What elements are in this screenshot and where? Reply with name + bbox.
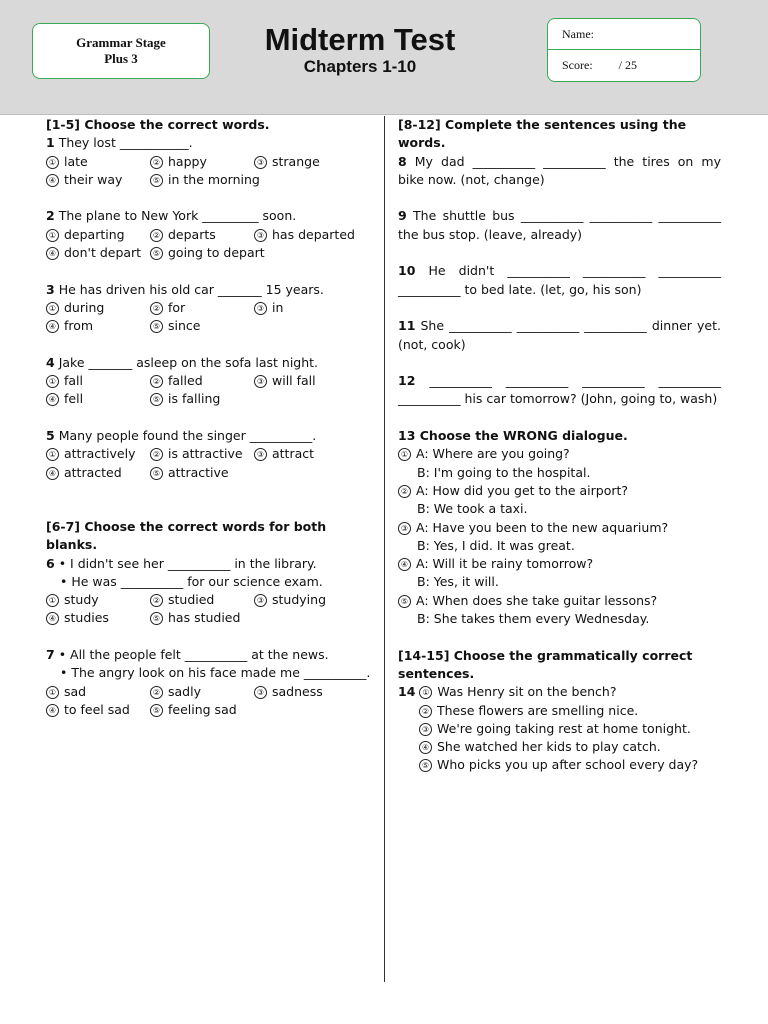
- question-14: [398, 683, 721, 774]
- test-header: [0, 0, 768, 115]
- question-1: [46, 134, 368, 189]
- circled-number: ④: [398, 558, 411, 571]
- section-heading-14-15: [398, 647, 721, 684]
- option-1[interactable]: ① fall: [46, 372, 150, 390]
- option-1[interactable]: ① attractively: [46, 445, 150, 463]
- circled-number: ④: [46, 704, 59, 717]
- circled-number: ①: [46, 156, 59, 169]
- question-text: Jake _______ asleep on the sofa last night.: [58, 354, 319, 370]
- question-7: [46, 646, 371, 719]
- option-3[interactable]: ③ studying: [254, 591, 368, 609]
- option-3[interactable]: ③ We're going taking rest at home tonight.: [398, 720, 721, 738]
- question-text: He has driven his old car _______ 15 years.: [58, 281, 324, 297]
- question-line-2: bike now. (not, change): [398, 171, 545, 187]
- option-3[interactable]: ③ has departed: [254, 226, 368, 244]
- question-number: 6: [46, 555, 55, 571]
- question-number: 2: [46, 208, 55, 224]
- circled-number: ①: [46, 594, 59, 607]
- question-line-1: • All the people felt __________ at the news.: [58, 647, 329, 663]
- question-line-2: (not, cook): [398, 336, 466, 352]
- dialogue-reply: B: We took a taxi.: [417, 501, 528, 517]
- circled-number: ②: [150, 594, 163, 607]
- section-heading-8-12: [8-12] Complete the sentences using the words.: [398, 117, 687, 151]
- circled-number: ③: [254, 448, 267, 461]
- name-field[interactable]: [562, 27, 594, 42]
- info-divider: [548, 49, 700, 50]
- circled-number: ④: [46, 320, 59, 333]
- question-line-2: __________ his car tomorrow? (John, going to, wash): [398, 391, 718, 407]
- option-1[interactable]: ① study: [46, 591, 150, 609]
- option-4[interactable]: ④ attracted: [46, 464, 150, 482]
- option-2[interactable]: ② for: [150, 299, 254, 317]
- name-score-box: [547, 18, 701, 82]
- dialogue-reply: B: I'm going to the hospital.: [417, 464, 591, 480]
- option-4[interactable]: ④ She watched her kids to play catch.: [398, 738, 721, 756]
- question-11: [398, 317, 721, 354]
- circled-number: ①: [419, 686, 432, 699]
- option-1[interactable]: ① Was Henry sit on the bench?: [419, 684, 616, 699]
- section-heading-line-2: sentences.: [398, 665, 475, 681]
- circled-number: ②: [150, 448, 163, 461]
- circled-number: ③: [254, 302, 267, 315]
- page-subtitle: Chapters 1-10: [303, 57, 417, 76]
- circled-number: ④: [46, 612, 59, 625]
- left-column: [46, 116, 371, 719]
- question-text: Many people found the singer __________.: [58, 428, 317, 444]
- question-number: 4: [46, 354, 55, 370]
- option-2[interactable]: ② sadly: [150, 683, 254, 701]
- question-number: 12: [398, 373, 416, 389]
- dialogue-reply: B: Yes, I did. It was great.: [417, 537, 575, 553]
- option-5[interactable]: ⑤ feeling sad: [150, 701, 254, 719]
- question-number: 10: [398, 263, 416, 279]
- circled-number: ⑤: [150, 393, 163, 406]
- question-line-1: __________ __________ __________ __________: [429, 373, 721, 389]
- circled-number: ⑤: [150, 467, 163, 480]
- circled-number: ③: [254, 594, 267, 607]
- option-1[interactable]: ① A: Where are you going?: [398, 445, 721, 463]
- dialogue-reply: B: She takes them every Wednesday.: [417, 611, 650, 627]
- question-line-1: • I didn't see her __________ in the library.: [58, 555, 317, 571]
- column-divider: [384, 116, 385, 982]
- question-6: [46, 555, 368, 628]
- question-2: [46, 207, 368, 262]
- question-10: [398, 262, 721, 299]
- option-4[interactable]: ④ their way: [46, 171, 150, 189]
- question-number: 8: [398, 153, 407, 169]
- circled-number: ④: [46, 467, 59, 480]
- question-13-heading: 13 Choose the WRONG dialogue.: [398, 428, 628, 444]
- question-line-2: • The angry look on his face made me __________.: [60, 665, 371, 681]
- page-title: Midterm Test: [264, 22, 456, 57]
- circled-number: ③: [254, 156, 267, 169]
- question-number: 1: [46, 135, 55, 151]
- question-8: [398, 153, 721, 190]
- circled-number: ②: [150, 156, 163, 169]
- option-4[interactable]: ④ don't depart: [46, 244, 150, 262]
- question-line-1: My dad __________ __________ the tires on my: [414, 153, 721, 169]
- option-5[interactable]: ⑤ A: When does she take guitar lessons?: [398, 592, 721, 610]
- option-5[interactable]: ⑤ in the morning: [150, 171, 254, 189]
- score-total: / 25: [618, 58, 637, 72]
- option-2[interactable]: ② These flowers are smelling nice.: [398, 702, 721, 720]
- circled-number: ①: [46, 448, 59, 461]
- option-5[interactable]: ⑤ attractive: [150, 464, 254, 482]
- option-1[interactable]: ① sad: [46, 683, 150, 701]
- option-1[interactable]: ① departing: [46, 226, 150, 244]
- stage-line-1: Grammar Stage: [76, 35, 166, 50]
- option-2[interactable]: ② departs: [150, 226, 254, 244]
- circled-number: ②: [150, 375, 163, 388]
- question-3: [46, 281, 368, 336]
- option-5[interactable]: ⑤ has studied: [150, 609, 254, 627]
- dialogue-reply: B: Yes, it will.: [417, 574, 499, 590]
- option-2[interactable]: ② A: How did you get to the airport?: [398, 482, 721, 500]
- circled-number: ③: [398, 522, 411, 535]
- option-4[interactable]: ④ from: [46, 317, 150, 335]
- circled-number: ②: [150, 302, 163, 315]
- option-3[interactable]: ③ sadness: [254, 683, 368, 701]
- circled-number: ③: [254, 375, 267, 388]
- option-5[interactable]: ⑤ Who picks you up after school every day?: [398, 756, 721, 774]
- option-3[interactable]: ③ in: [254, 299, 368, 317]
- option-5[interactable]: ⑤ is falling: [150, 390, 254, 408]
- circled-number: ①: [46, 686, 59, 699]
- section-heading-line-1: [14-15] Choose the grammatically correct: [398, 647, 693, 663]
- circled-number: ④: [46, 247, 59, 260]
- option-1[interactable]: ① during: [46, 299, 150, 317]
- option-4[interactable]: ④ studies: [46, 609, 150, 627]
- circled-number: ②: [150, 686, 163, 699]
- question-line-2: • He was __________ for our science exam.: [60, 573, 323, 589]
- score-label: Score:: [562, 58, 593, 72]
- score-field[interactable]: [562, 58, 637, 73]
- section-heading-6-7: [6-7] Choose the correct words for both blanks.: [46, 518, 327, 553]
- option-5[interactable]: ⑤ going to depart: [150, 244, 254, 262]
- option-5[interactable]: ⑤ since: [150, 317, 254, 335]
- circled-number: ④: [46, 393, 59, 406]
- circled-number: ③: [254, 686, 267, 699]
- book-stage-box: [32, 23, 210, 79]
- option-3[interactable]: ③ attract: [254, 445, 368, 463]
- question-text: The plane to New York _________ soon.: [58, 208, 297, 224]
- circled-number: ⑤: [150, 704, 163, 717]
- option-2[interactable]: ② is attractive: [150, 445, 254, 463]
- question-13: [398, 427, 721, 628]
- option-3[interactable]: ③ strange: [254, 153, 368, 171]
- question-line-2: the bus stop. (leave, already): [398, 226, 583, 242]
- circled-number: ⑤: [150, 247, 163, 260]
- option-4[interactable]: ④ to feel sad: [46, 701, 150, 719]
- option-1[interactable]: ① late: [46, 153, 150, 171]
- question-number: 5: [46, 428, 55, 444]
- circled-number: ①: [46, 229, 59, 242]
- stage-line-2: Plus 3: [104, 51, 138, 66]
- question-number: 11: [398, 318, 416, 334]
- circled-number: ⑤: [398, 595, 411, 608]
- circled-number: ②: [419, 705, 432, 718]
- circled-number: ④: [419, 741, 432, 754]
- option-2[interactable]: ② studied: [150, 591, 254, 609]
- question-number: 3: [46, 281, 55, 297]
- question-line-1: He didn't __________ __________ __________: [428, 263, 721, 279]
- option-3[interactable]: ③ A: Have you been to the new aquarium?: [398, 519, 721, 537]
- option-4[interactable]: ④ fell: [46, 390, 150, 408]
- question-line-1: The shuttle bus __________ __________ __________: [413, 208, 721, 224]
- section-heading-1-5: [1-5] Choose the correct words.: [46, 117, 270, 132]
- circled-number: ①: [46, 375, 59, 388]
- circled-number: ⑤: [150, 320, 163, 333]
- name-label: Name:: [562, 27, 594, 41]
- circled-number: ①: [398, 448, 411, 461]
- option-2[interactable]: ② falled: [150, 372, 254, 390]
- right-column: [398, 116, 721, 775]
- circled-number: ③: [419, 723, 432, 736]
- question-9: [398, 207, 721, 244]
- circled-number: ⑤: [150, 174, 163, 187]
- question-4: [46, 354, 368, 409]
- circled-number: ③: [254, 229, 267, 242]
- question-number: 7: [46, 647, 55, 663]
- question-number: 14: [398, 684, 416, 700]
- circled-number: ⑤: [150, 612, 163, 625]
- circled-number: ④: [46, 174, 59, 187]
- question-number: 9: [398, 208, 407, 224]
- circled-number: ①: [46, 302, 59, 315]
- question-line-1: She __________ __________ __________ dinner yet.: [420, 318, 721, 334]
- option-2[interactable]: ② happy: [150, 153, 254, 171]
- question-12: [398, 372, 721, 409]
- circled-number: ⑤: [419, 759, 432, 772]
- question-text: They lost ___________.: [58, 135, 193, 151]
- circled-number: ②: [398, 485, 411, 498]
- circled-number: ②: [150, 229, 163, 242]
- option-3[interactable]: ③ will fall: [254, 372, 368, 390]
- option-4[interactable]: ④ A: Will it be rainy tomorrow?: [398, 555, 721, 573]
- question-line-2: __________ to bed late. (let, go, his son): [398, 281, 642, 297]
- question-5: [46, 427, 368, 482]
